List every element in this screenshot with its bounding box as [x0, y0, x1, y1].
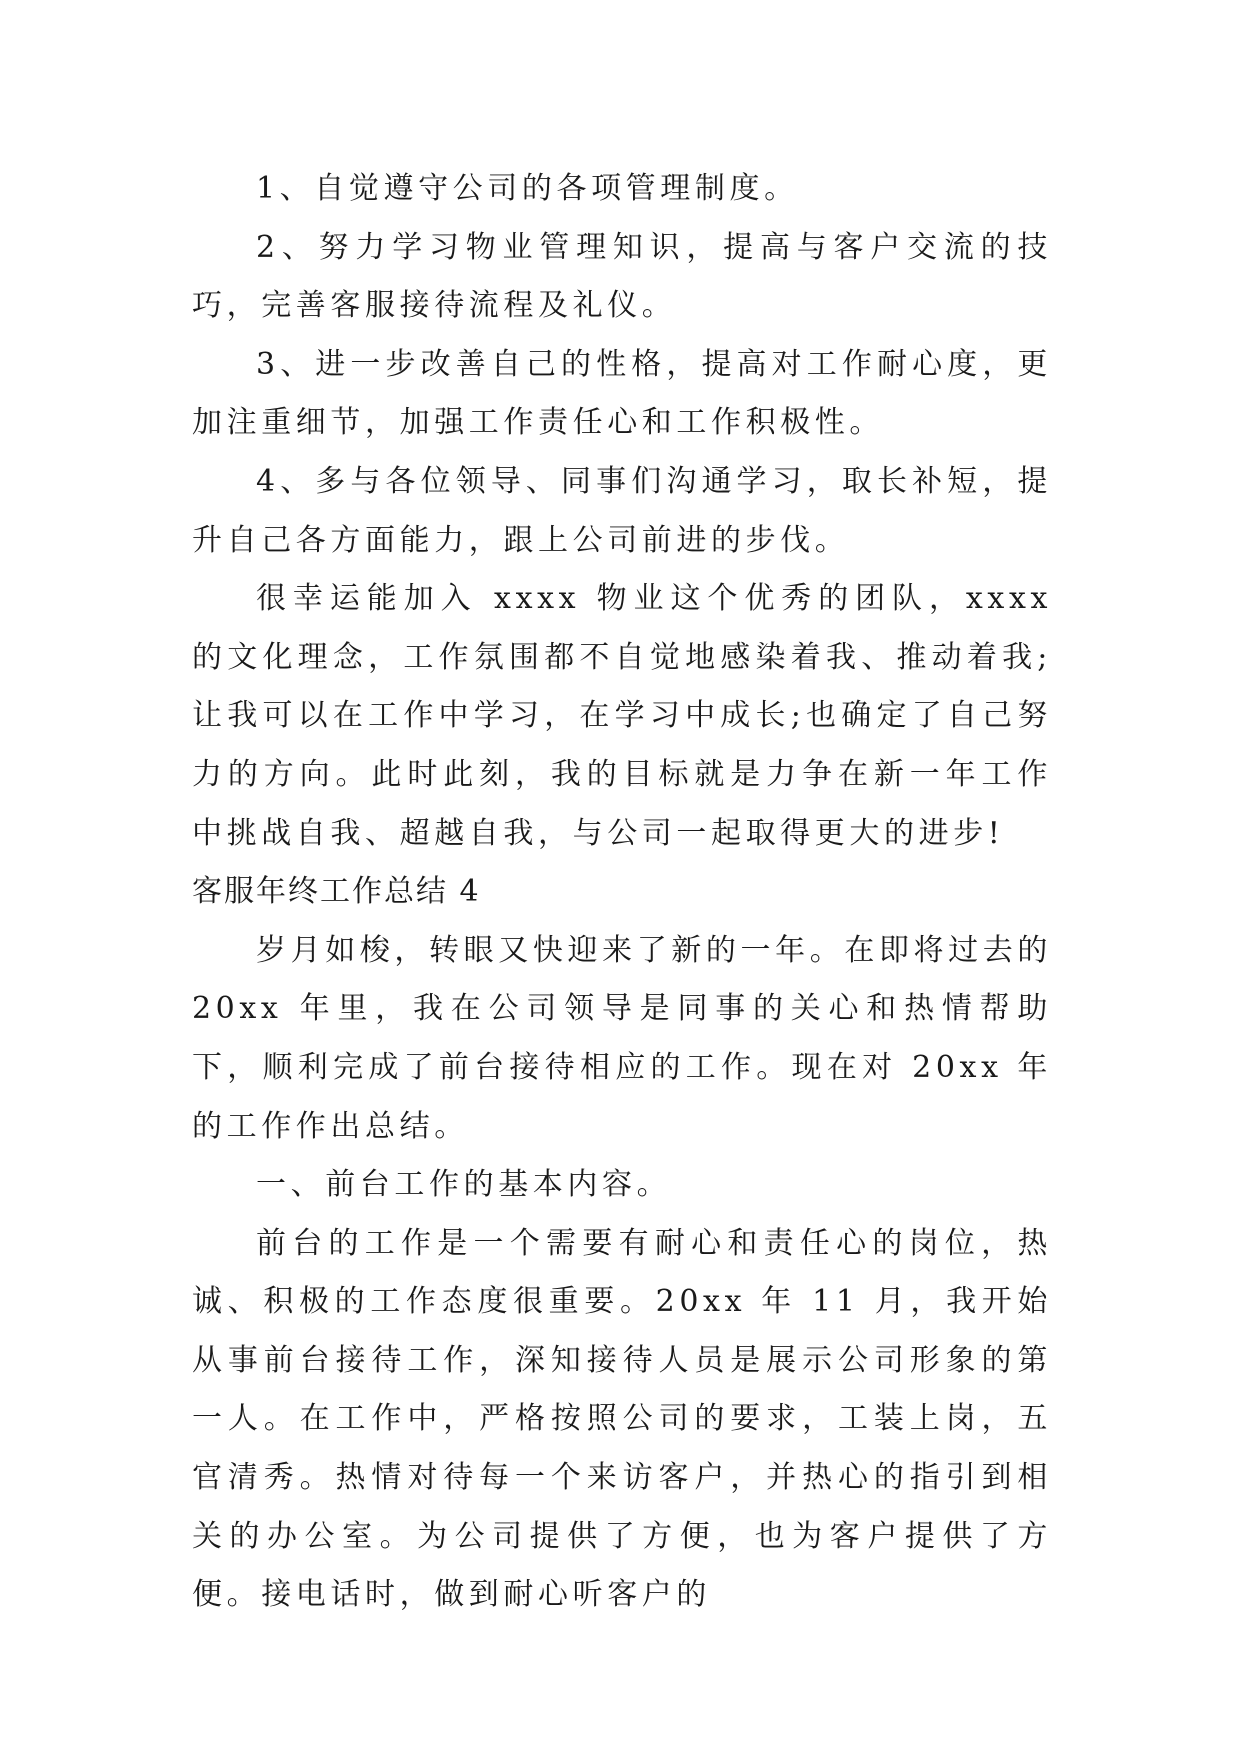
document-body: [192, 160, 1052, 1625]
paragraph-intro: 岁月如梭，转眼又快迎来了新的一年。在即将过去的 20xx 年里，我在公司领导是同事的关心和热情帮助下，顺利完成了前台接待相应的工作。现在对 20xx 年的工作作出总结。: [192, 932, 1052, 1144]
section-title: 客服年终工作总结 4: [192, 874, 481, 910]
paragraph-rule-2: 2、努力学习物业管理知识，提高与客户交流的技巧，完善客服接待流程及礼仪。: [192, 229, 1052, 324]
paragraph-frontdesk: 前台的工作是一个需要有耐心和责任心的岗位，热诚、积极的工作态度很重要。20xx 年 11 月，我开始从事前台接待工作，深知接待人员是展示公司形象的第一人。在工作中，严格按照公司的要求，工装上岗，五官清秀。热情对待每一个来访客户，并热心的指引到相关的办公室。为公司提供了方便，也为客户提供了方便。接电话时，做到耐心听客户的: [192, 1225, 1052, 1613]
paragraph-rule-3: 3、进一步改善自己的性格，提高对工作耐心度，更加注重细节，加强工作责任心和工作积极性。: [192, 346, 1052, 441]
paragraph-subheading: 一、前台工作的基本内容。: [256, 1167, 672, 1203]
paragraph-rule-4: 4、多与各位领导、同事们沟通学习，取长补短，提升自己各方面能力，跟上公司前进的步伐。: [192, 463, 1052, 558]
paragraph-closing: 很幸运能加入 xxxx 物业这个优秀的团队，xxxx 的文化理念，工作氛围都不自觉地感染着我、推动着我;让我可以在工作中学习，在学习中成长;也确定了自己努力的方向。此时此刻，我的目标就是力争在新一年工作中挑战自我、超越自我，与公司一起取得更大的进步!: [192, 581, 1052, 851]
paragraph-rule-1: 1、自觉遵守公司的各项管理制度。: [256, 171, 799, 206]
